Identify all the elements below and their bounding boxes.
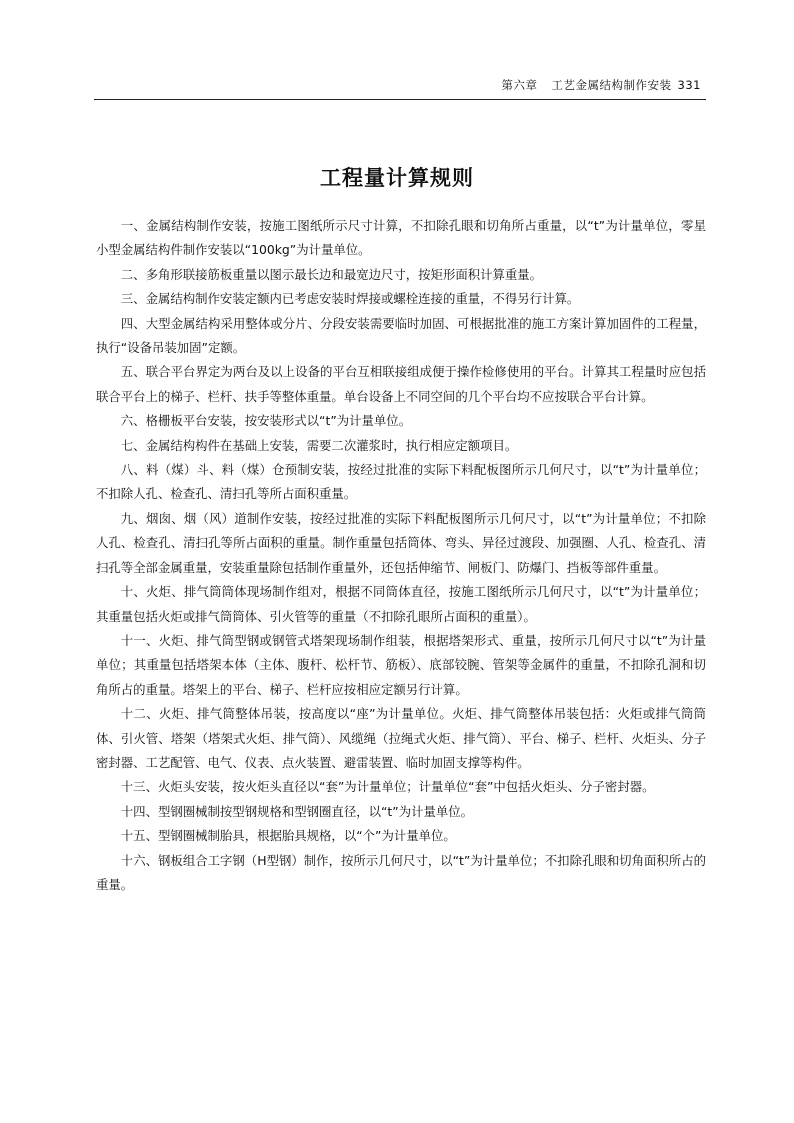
paragraph-10: 十、火炬、排气筒筒体现场制作组对，根据不同筒体直径，按施工图纸所示几何尺寸，以“t”为计量单位；其重量包括火炬或排气筒筒体、引火管等的重量（不扣除孔眼所占面积的重量）。 bbox=[96, 584, 706, 624]
header-chapter: 第六章 bbox=[501, 78, 538, 92]
page-number: 331 bbox=[677, 78, 701, 92]
paragraph-14: 十四、型钢圈械制按型钢规格和型钢圈直径，以“t”为计量单位。 bbox=[120, 803, 474, 819]
body-text bbox=[96, 214, 706, 897]
paragraph-12: 十二、火炬、排气筒整体吊装，按高度以“座”为计量单位。火炬、排气筒整体吊装包括：火炬或排气筒筒体、引火管、塔架（塔架式火炬、排气筒）、风缆绳（拉绳式火炬、排气筒）、平台、梯子、栏杆、火炬头、分子密封器、工艺配管、电气、仪表、点火装置、避雷装置、临时加固支撑等构件。 bbox=[96, 706, 706, 770]
paragraph-2: 二、多角形联接筋板重量以图示最长边和最宽边尺寸，按矩形面积计算重量。 bbox=[120, 266, 543, 282]
paragraph-16: 十六、钢板组合工字钢（H型钢）制作，按所示几何尺寸，以“t”为计量单位；不扣除孔眼和切角面积所占的重量。 bbox=[96, 852, 706, 892]
paragraph-1: 一、金属结构制作安装，按施工图纸所示尺寸计算，不扣除孔眼和切角所占重量，以“t”为计量单位，零星小型金属结构件制作安装以“100kg”为计量单位。 bbox=[96, 218, 706, 258]
paragraph-4: 四、大型金属结构采用整体或分片、分段安装需要临时加固、可根据批准的施工方案计算加固件的工程量，执行“设备吊装加固”定额。 bbox=[96, 315, 706, 356]
paragraph-9: 九、烟囱、烟（风）道制作安装，按经过批准的实际下料配板图所示几何尺寸，以“t”为计量单位；不扣除人孔、检查孔、清扫孔等所占面积的重量。制作重量包括筒体、弯头、异径过渡段、加强圈、人孔、检查孔、清扫孔等全部金属重量，安装重量除包括制作重量外，还包括伸缩节、闸板门、防爆门、挡板等部件重量。 bbox=[96, 510, 706, 575]
paragraph-15: 十五、型钢圈械制胎具，根据胎具规格，以“个”为计量单位。 bbox=[120, 828, 456, 844]
running-header bbox=[502, 77, 701, 93]
paragraph-3: 三、金属结构制作安装定额内已考虑安装时焊接或螺栓连接的重量，不得另行计算。 bbox=[120, 291, 580, 307]
paragraph-5: 五、联合平台界定为两台及以上设备的平台互相联接组成便于操作检修使用的平台。计算其工程量时应包括联合平台上的梯子、栏杆、扶手等整体重量。单台设备上不同空间的几个平台均不应按联合平台计算。 bbox=[96, 364, 706, 404]
paragraph-6: 六、格栅板平台安装，按安装形式以“t”为计量单位。 bbox=[120, 413, 412, 429]
header-rule bbox=[94, 99, 706, 100]
paragraph-8: 八、料（煤）斗、料（煤）仓预制安装，按经过批准的实际下料配板图所示几何尺寸，以“t”为计量单位；不扣除人孔、检查孔、清扫孔等所占面积重量。 bbox=[96, 462, 706, 502]
page-title: 工程量计算规则 bbox=[320, 166, 474, 190]
header-section: 工艺金属结构制作安装 bbox=[551, 78, 672, 92]
paragraph-7: 七、金属结构构件在基础上安装，需要二次灌浆时，执行相应定额项目。 bbox=[120, 437, 518, 453]
paragraph-13: 十三、火炬头安装，按火炬头直径以“套”为计量单位；计量单位“套”中包括火炬头、分子密封器。 bbox=[120, 779, 655, 795]
paragraph-11: 十一、火炬、排气筒型钢或钢管式塔架现场制作组装，根据塔架形式、重量，按所示几何尺寸以“t”为计量单位；其重量包括塔架本体（主体、腹杆、松杆节、筋板）、底部铰腕、管架等金属件的重量，不扣除孔洞和切角所占的重量。塔架上的平台、梯子、栏杆应按相应定额另行计算。 bbox=[96, 632, 706, 697]
